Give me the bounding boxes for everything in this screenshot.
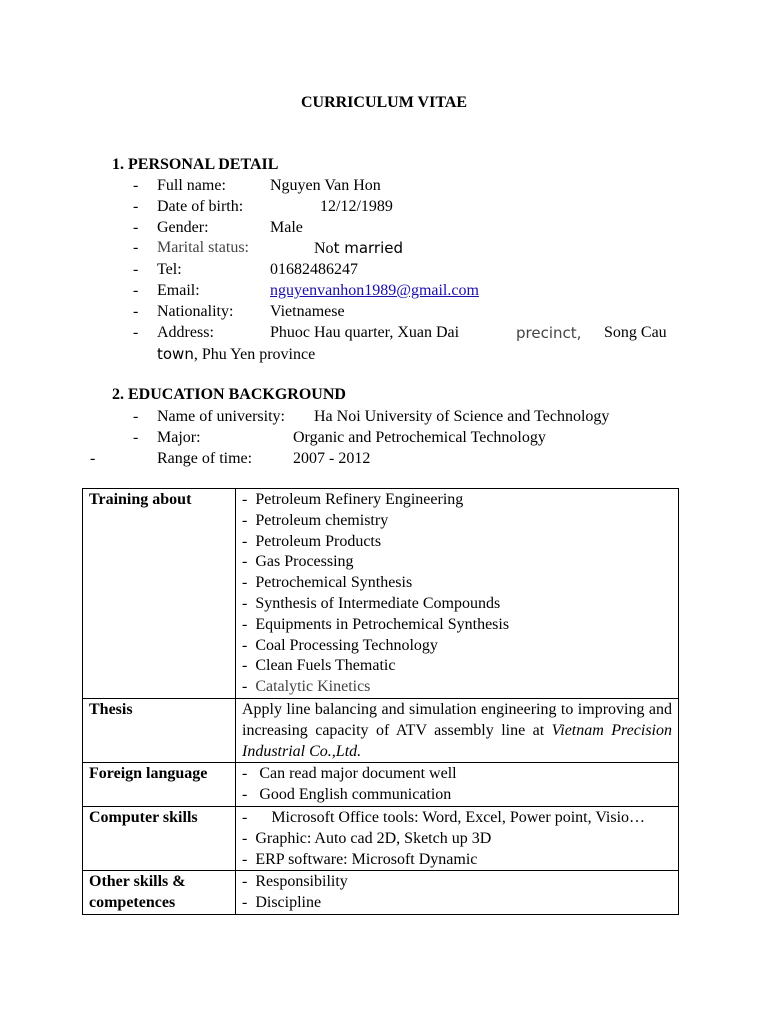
email-label: Email:: [157, 282, 200, 299]
list-item: - Petroleum chemistry: [242, 511, 389, 529]
bullet-dash: -: [133, 303, 139, 320]
list-item: - Catalytic Kinetics: [242, 678, 371, 696]
list-item: - Microsoft Office tools: Word, Excel, Power point, Visio…: [242, 808, 646, 826]
email-link[interactable]: nguyenvanhon1989@gmail.com: [270, 282, 479, 299]
table-row: [83, 871, 679, 915]
bullet-dash: -: [133, 408, 139, 425]
thesis-label: Thesis: [83, 698, 236, 762]
thesis-text: Apply line balancing and simulation engineering to improving and increasing capacity of ATV assembly line at Vietnam Precision Industrial Co.,Ltd.: [236, 698, 679, 762]
list-item: - Responsibility: [242, 873, 348, 891]
thesis-company: Vietnam Precision Industrial Co.,Ltd.: [242, 721, 672, 760]
bullet-dash: -: [133, 239, 139, 256]
list-item: - Good English communication: [242, 786, 452, 804]
education-heading: 2. EDUCATION BACKGROUND: [112, 386, 346, 403]
bullet-dash: -: [133, 429, 139, 446]
gender-value: Male: [270, 219, 303, 236]
full-name-value: Nguyen Van Hon: [270, 177, 381, 194]
nationality-value: Vietnamese: [270, 303, 345, 320]
list-item: - Petrochemical Synthesis: [242, 574, 413, 592]
list-item: - Petroleum Refinery Engineering: [242, 491, 464, 508]
tel-value: 01682486247: [270, 261, 358, 278]
computer-skills-label: Computer skills: [83, 806, 236, 870]
address-line2: town, Phu Yen province: [157, 345, 316, 363]
marital-status-value: Not married: [314, 239, 404, 257]
training-label: Training about: [83, 489, 236, 699]
bullet-dash: -: [133, 177, 139, 194]
list-item: - Synthesis of Intermediate Compounds: [242, 594, 501, 612]
full-name-label: Full name:: [157, 177, 226, 194]
university-label: Name of university:: [157, 408, 285, 425]
list-item: - Can read major document well: [242, 765, 457, 783]
list-item: - ERP software: Microsoft Dynamic: [242, 850, 478, 868]
foreign-language-label: Foreign language: [83, 763, 236, 807]
bullet-dash: -: [133, 219, 139, 236]
list-item: - Graphic: Auto cad 2D, Sketch up 3D: [242, 829, 492, 847]
list-item: - Discipline: [242, 894, 322, 912]
training-list: [236, 489, 679, 699]
bullet-dash: -: [133, 261, 139, 278]
major-value: Organic and Petrochemical Technology: [293, 429, 546, 446]
range-of-time-label: Range of time:: [157, 450, 253, 467]
bullet-dash: -: [133, 324, 139, 341]
dob-label: Date of birth:: [157, 198, 244, 215]
list-item: - Clean Fuels Thematic: [242, 657, 396, 675]
education-details-table: [82, 488, 679, 915]
range-of-time-value: 2007 - 2012: [293, 450, 371, 467]
list-item: - Coal Processing Technology: [242, 636, 438, 654]
list-item: - Petroleum Products: [242, 532, 382, 550]
table-row: [83, 698, 679, 762]
foreign-language-list: [236, 763, 679, 807]
nationality-label: Nationality:: [157, 303, 234, 320]
address-line1-b: precinct,: [516, 324, 582, 342]
gender-label: Gender:: [157, 219, 209, 236]
tel-label: Tel:: [157, 261, 182, 278]
address-line1-c: Song Cau: [604, 324, 667, 341]
list-item: - Gas Processing: [242, 553, 354, 571]
table-row: [83, 489, 679, 699]
personal-detail-heading: 1. PERSONAL DETAIL: [112, 156, 279, 173]
other-skills-list: [236, 871, 679, 915]
address-line1-a: Phuoc Hau quarter, Xuan Dai: [270, 324, 460, 341]
table-row: [83, 806, 679, 870]
bullet-dash: -: [133, 198, 139, 215]
address-label: Address:: [157, 324, 214, 341]
other-skills-label: Other skills & competences: [83, 871, 236, 915]
university-value: Ha Noi University of Science and Technology: [314, 408, 610, 425]
bullet-dash: -: [90, 450, 96, 467]
marital-status-label: Marital status:: [157, 239, 249, 256]
table-row: [83, 763, 679, 807]
bullet-dash: -: [133, 282, 139, 299]
list-item: - Equipments in Petrochemical Synthesis: [242, 615, 510, 633]
document-title: CURRICULUM VITAE: [300, 94, 468, 111]
computer-skills-list: [236, 806, 679, 870]
major-label: Major:: [157, 429, 201, 446]
dob-value: 12/12/1989: [320, 198, 393, 215]
